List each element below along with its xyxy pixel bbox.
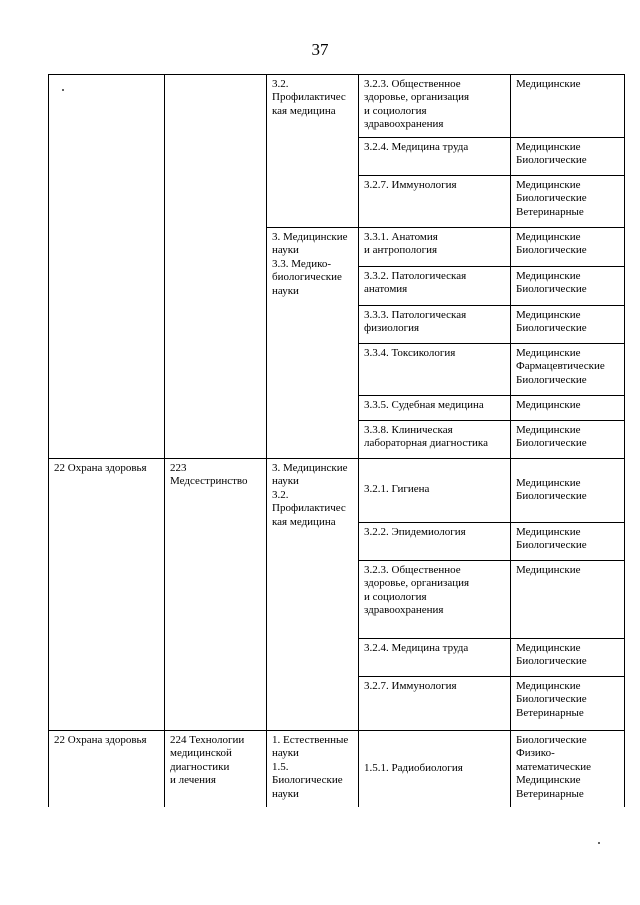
table-row <box>49 731 625 807</box>
group-cell <box>49 75 165 459</box>
field-cell: 3.2. Профилактичес кая медицина <box>267 75 359 228</box>
specialty-cell: 3.2.4. Медицина труда <box>359 138 511 176</box>
specialty-cell: 3.2.7. Иммунология <box>359 176 511 228</box>
sciences-cell: Медицинские <box>511 396 625 421</box>
sciences-cell: Медицинские Биологические Ветеринарные <box>511 176 625 228</box>
program-cell: 224 Технологии медицинской диагностики и лечения <box>165 731 267 807</box>
program-cell: 223 Медсестринство <box>165 459 267 731</box>
specialty-cell: 3.2.3. Общественное здоровье, организация и социология здравоохранения <box>359 75 511 138</box>
specialty-cell: 1.5.1. Радиобиология <box>359 731 511 807</box>
sciences-cell: Медицинские Биологические <box>511 306 625 344</box>
sciences-cell: Медицинские <box>511 561 625 639</box>
specialty-cell: 3.2.2. Эпидемиология <box>359 523 511 561</box>
sciences-cell: Медицинские Биологические <box>511 267 625 306</box>
specialty-cell: 3.2.4. Медицина труда <box>359 639 511 677</box>
specialty-cell: 3.2.1. Гигиена <box>359 459 511 523</box>
sciences-cell: Медицинские Биологические Ветеринарные <box>511 677 625 731</box>
table-row <box>49 75 625 138</box>
sciences-cell: Медицинские Биологические <box>511 459 625 523</box>
sciences-cell: Биологические Физико- математические Медицинские Ветеринарные <box>511 731 625 807</box>
specialty-cell: 3.2.7. Иммунология <box>359 677 511 731</box>
scan-speck <box>598 842 600 844</box>
specialty-cell: 3.3.8. Клиническая лабораторная диагностика <box>359 421 511 459</box>
field-cell: 3. Медицинские науки 3.2. Профилактичес кая медицина <box>267 459 359 731</box>
sciences-cell: Медицинские Биологические <box>511 228 625 267</box>
sciences-cell: Медицинские Биологические <box>511 639 625 677</box>
sciences-cell: Медицинские <box>511 75 625 138</box>
specialty-cell: 3.2.3. Общественное здоровье, организация и социология здравоохранения <box>359 561 511 639</box>
sciences-cell: Медицинские Биологические <box>511 138 625 176</box>
group-cell: 22 Охрана здоровья <box>49 459 165 731</box>
program-cell <box>165 75 267 459</box>
page-number: 37 <box>311 40 329 59</box>
sciences-cell: Медицинские Фармацевтические Биологические <box>511 344 625 396</box>
specialty-cell: 3.3.2. Патологическая анатомия <box>359 267 511 306</box>
sciences-cell: Медицинские Биологические <box>511 523 625 561</box>
field-cell: 3. Медицинские науки 3.3. Медико- биологические науки <box>267 228 359 459</box>
sciences-cell: Медицинские Биологические <box>511 421 625 459</box>
specialty-cell: 3.3.3. Патологическая физиология <box>359 306 511 344</box>
specialties-table <box>48 74 625 807</box>
field-cell: 1. Естественные науки 1.5. Биологические науки <box>267 731 359 807</box>
specialty-cell: 3.3.5. Судебная медицина <box>359 396 511 421</box>
specialty-cell: 3.3.4. Токсикология <box>359 344 511 396</box>
table-row <box>49 459 625 523</box>
specialty-cell: 3.3.1. Анатомия и антропология <box>359 228 511 267</box>
group-cell: 22 Охрана здоровья <box>49 731 165 807</box>
scan-speck <box>62 89 64 91</box>
